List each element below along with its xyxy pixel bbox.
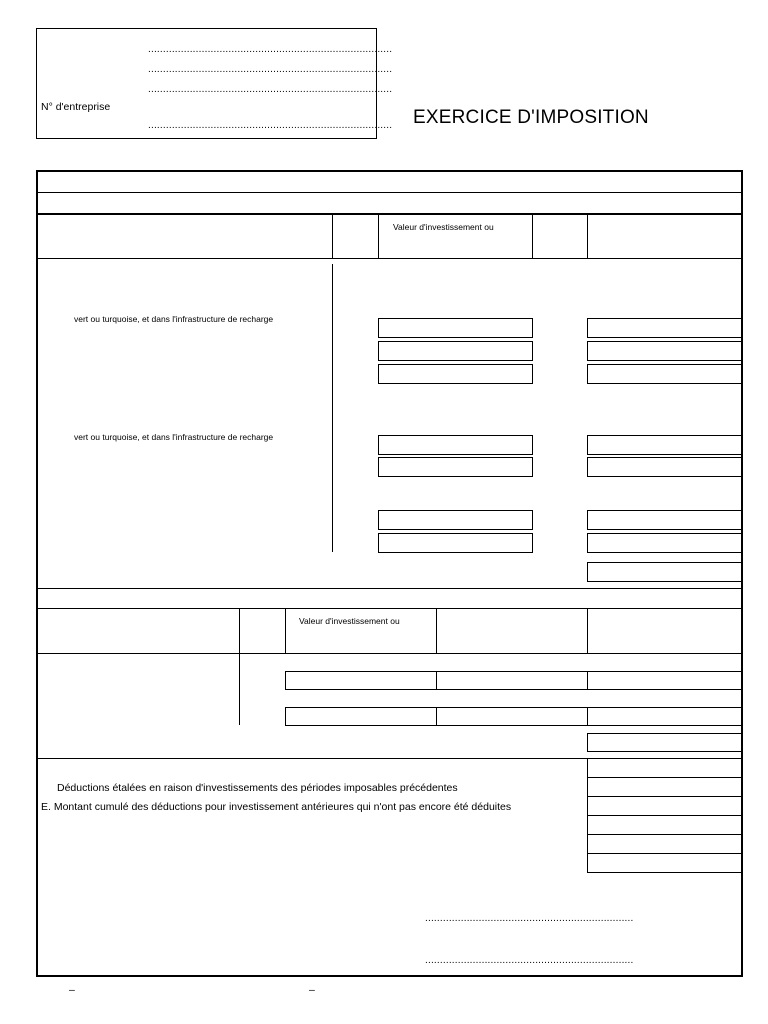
company-field-line-2[interactable]: ..................................................................................: [148, 64, 393, 75]
investment-value-field[interactable]: [378, 510, 533, 530]
deduction-amount-field[interactable]: [587, 318, 743, 338]
deduction-amount-field[interactable]: [587, 364, 743, 384]
column-divider: [587, 609, 588, 653]
investment-value-field[interactable]: [378, 533, 533, 553]
form-divider: [37, 653, 742, 654]
deduction-amount-field[interactable]: [587, 510, 743, 530]
section-a-total-field[interactable]: [587, 562, 743, 582]
deduction-amount-field[interactable]: [587, 341, 743, 361]
deduction-year-field[interactable]: [587, 815, 743, 835]
footer-mark-right: –: [309, 984, 315, 996]
deduction-amount-field[interactable]: [587, 435, 743, 455]
investment-value-field[interactable]: [285, 707, 437, 726]
company-number-field[interactable]: ..................................................................................: [148, 120, 393, 131]
deduction-total-field[interactable]: [587, 853, 743, 873]
column-divider: [378, 214, 379, 258]
deduction-year-field[interactable]: [587, 777, 743, 797]
form-divider: [37, 258, 742, 259]
section-b-total-field[interactable]: [587, 733, 743, 752]
deduction-amount-field[interactable]: [587, 707, 743, 726]
tax-year-title: EXERCICE D'IMPOSITION: [413, 107, 649, 128]
investment-value-field[interactable]: [378, 435, 533, 455]
deduction-amount-field[interactable]: [587, 671, 743, 690]
investment-description-1: vert ou turquoise, et dans l'infrastructure de recharge: [74, 314, 274, 324]
company-field-line-3[interactable]: ..................................................................................: [148, 84, 393, 95]
deduction-amount-field[interactable]: [587, 533, 743, 553]
investment-value-field[interactable]: [378, 341, 533, 361]
column-divider: [239, 654, 240, 725]
investment-value-field[interactable]: [378, 457, 533, 477]
signature-line-2[interactable]: ......................................................................: [425, 955, 634, 966]
form-divider: [37, 608, 742, 609]
deduction-year-field[interactable]: [587, 796, 743, 816]
column-divider: [436, 609, 437, 653]
column-divider: [332, 214, 333, 258]
form-divider: [37, 213, 742, 215]
form-divider: [37, 588, 742, 589]
column-divider: [332, 264, 333, 552]
spread-deductions-label: Déductions étalées en raison d'investissements des périodes imposables précédentes: [57, 782, 458, 794]
company-field-line-1[interactable]: ..................................................................................: [148, 44, 393, 55]
investment-field[interactable]: [436, 707, 588, 726]
form-divider: [37, 192, 742, 193]
investment-value-field[interactable]: [378, 318, 533, 338]
column-divider: [285, 609, 286, 653]
cumulated-deductions-label: E. Montant cumulé des déductions pour investissement antérieures qui n'ont pas encore été déduites: [41, 801, 512, 813]
investment-value-field[interactable]: [378, 364, 533, 384]
signature-line-1[interactable]: ......................................................................: [425, 913, 634, 924]
investment-value-header: Valeur d'investissement ou: [393, 222, 494, 232]
footer-mark-left: –: [69, 984, 75, 996]
deduction-year-field[interactable]: [587, 758, 743, 778]
investment-value-header: Valeur d'investissement ou: [299, 616, 400, 626]
investment-description-2: vert ou turquoise, et dans l'infrastructure de recharge: [74, 432, 274, 442]
investment-field[interactable]: [436, 671, 588, 690]
column-divider: [532, 214, 533, 258]
column-divider: [587, 214, 588, 258]
column-divider: [239, 609, 240, 653]
deduction-amount-field[interactable]: [587, 457, 743, 477]
deduction-year-field[interactable]: [587, 834, 743, 854]
company-number-label: N° d'entreprise: [41, 101, 111, 113]
investment-value-field[interactable]: [285, 671, 437, 690]
